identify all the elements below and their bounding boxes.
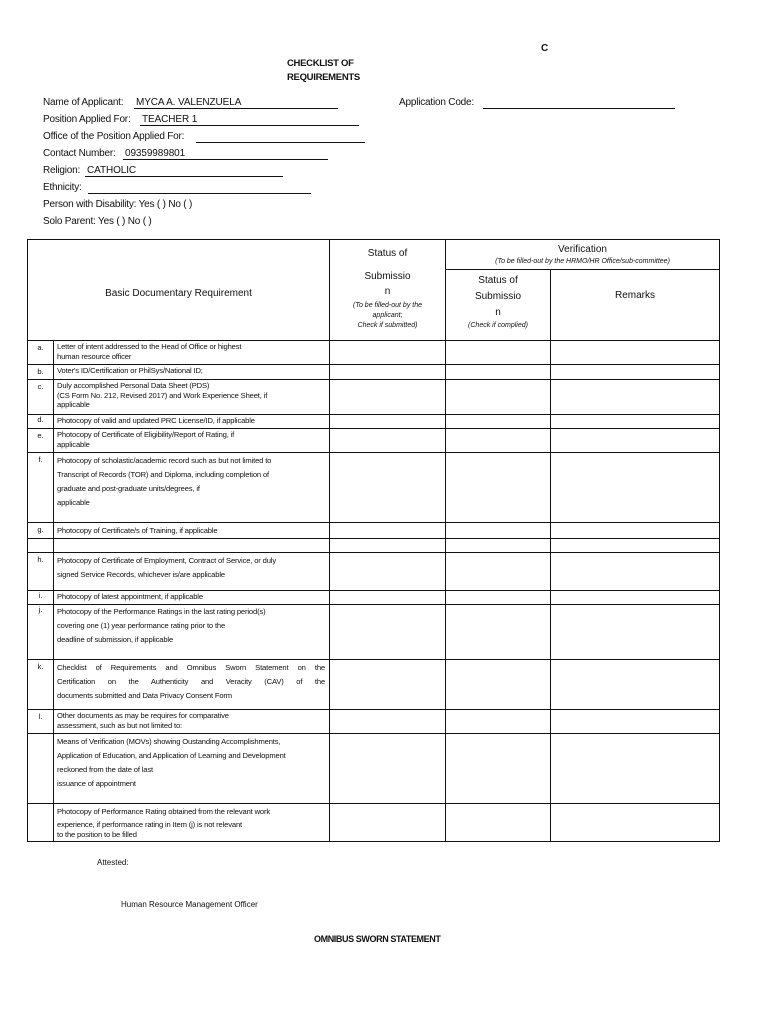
header-v-status-note: (Check if complied)	[468, 322, 528, 329]
row-line: assessment, such as but not limited to:	[57, 720, 182, 730]
document-title	[287, 57, 360, 85]
row-letter	[28, 539, 54, 553]
header-basic-requirement	[28, 240, 330, 341]
row-line: signed Service Records, whichever is/are applicable	[57, 570, 225, 579]
row-description	[54, 734, 330, 804]
verify-status-cell[interactable]	[446, 710, 551, 734]
header-remarks-label: Remarks	[615, 290, 656, 301]
table-row	[28, 660, 720, 710]
table-row	[28, 553, 720, 591]
row-description	[54, 453, 330, 523]
status-cell[interactable]	[330, 660, 446, 710]
office-field[interactable]	[196, 131, 365, 143]
header-verification	[446, 240, 720, 270]
verify-status-cell[interactable]	[446, 605, 551, 660]
row-letter	[28, 734, 54, 804]
row-line: human resource officer	[57, 351, 132, 361]
status-cell[interactable]	[330, 591, 446, 605]
row-description	[54, 553, 330, 591]
table-row	[28, 734, 720, 804]
religion-label: Religion:	[43, 165, 81, 176]
table-row	[28, 453, 720, 523]
row-description	[54, 429, 330, 453]
remarks-cell[interactable]	[551, 710, 720, 734]
status-cell[interactable]	[330, 539, 446, 553]
verify-status-cell[interactable]	[446, 415, 551, 429]
table-row	[28, 523, 720, 539]
table-row	[28, 415, 720, 429]
row-line: Photocopy of valid and updated PRC License/ID, if applicable	[57, 416, 255, 425]
verify-status-cell[interactable]	[446, 429, 551, 453]
row-line: Checklist of Requirements and Omnibus Sworn Statement on the	[57, 663, 326, 672]
row-line: (CS Form No. 212, Revised 2017) and Work Experience Sheet, if	[57, 390, 268, 400]
status-cell[interactable]	[330, 415, 446, 429]
corner-mark: C	[541, 43, 549, 54]
table-header-row-1	[28, 240, 720, 270]
row-line: Duly accomplished Personal Data Sheet (PDS)	[57, 381, 210, 390]
row-letter: f.	[28, 453, 54, 523]
status-cell[interactable]	[330, 734, 446, 804]
verify-status-cell[interactable]	[446, 341, 551, 365]
hrmo-signatory: Human Resource Management Officer	[121, 900, 258, 909]
remarks-cell[interactable]	[551, 523, 720, 539]
remarks-cell[interactable]	[551, 804, 720, 842]
title-line-1: CHECKLIST OF	[287, 58, 354, 69]
remarks-cell[interactable]	[551, 591, 720, 605]
row-line: Photocopy of Performance Rating obtained from the relevant work	[57, 807, 270, 816]
position-label: Position Applied For:	[43, 114, 131, 125]
table-row	[28, 591, 720, 605]
row-description	[54, 539, 330, 553]
row-line: graduate and post-graduate units/degrees, if	[57, 484, 200, 493]
row-description	[54, 804, 330, 842]
header-verification-note: (To be filled-out by the HRMO/HR Office/sub-committee)	[495, 257, 670, 265]
status-cell[interactable]	[330, 553, 446, 591]
status-cell[interactable]	[330, 380, 446, 415]
row-line: Application of Education, and Application of Learning and Development	[57, 751, 286, 760]
contact-field[interactable]: 09359989801	[123, 148, 328, 160]
header-remarks	[551, 270, 720, 341]
row-letter: k.	[28, 660, 54, 710]
row-line: Letter of intent addressed to the Head of Office or highest	[57, 342, 242, 351]
row-letter: h.	[28, 553, 54, 591]
row-letter: a.	[28, 341, 54, 365]
name-field[interactable]: MYCA A. VALENZUELA	[134, 97, 338, 109]
ethnicity-label: Ethnicity:	[43, 182, 82, 193]
row-description	[54, 523, 330, 539]
row-description	[54, 415, 330, 429]
remarks-cell[interactable]	[551, 453, 720, 523]
header-basic-label: Basic Documentary Requirement	[105, 287, 252, 299]
header-status-note-1: (To be filled-out by the	[353, 302, 423, 309]
row-line: Certification on the Authenticity and Veracity (CAV) of the	[57, 677, 326, 686]
row-line: Photocopy of Certificate/s of Training, if applicable	[57, 526, 218, 535]
row-description	[54, 605, 330, 660]
requirements-table	[27, 239, 720, 842]
row-line: applicable	[57, 400, 90, 409]
ethnicity-field[interactable]	[88, 182, 311, 194]
verify-status-cell[interactable]	[446, 553, 551, 591]
row-line: reckoned from the date of last	[57, 765, 153, 774]
table-row	[28, 429, 720, 453]
row-letter: d.	[28, 415, 54, 429]
row-letter: e.	[28, 429, 54, 453]
remarks-cell[interactable]	[551, 365, 720, 380]
title-line-2: REQUIREMENTS	[287, 72, 360, 83]
status-cell[interactable]	[330, 453, 446, 523]
row-line: experience, if performance rating in Item (j) is not relevant	[57, 820, 242, 829]
status-cell[interactable]	[330, 429, 446, 453]
status-cell[interactable]	[330, 605, 446, 660]
row-line: applicable	[57, 498, 90, 507]
row-letter: g.	[28, 523, 54, 539]
verify-status-cell[interactable]	[446, 804, 551, 842]
row-line: Photocopy of scholastic/academic record such as but not limited to	[57, 456, 272, 465]
row-line: applicable	[57, 439, 90, 449]
row-letter: c.	[28, 380, 54, 415]
table-row	[28, 380, 720, 415]
row-line: Photocopy of latest appointment, if applicable	[57, 592, 203, 601]
row-line: Transcript of Records (TOR) and Diploma, including completion of	[57, 470, 269, 479]
row-line: Photocopy of Certificate of Eligibility/Report of Rating, if	[57, 430, 235, 439]
row-description	[54, 660, 330, 710]
row-line: Photocopy of Certificate of Employment, Contract of Service, or duly	[57, 556, 276, 565]
row-letter: b.	[28, 365, 54, 380]
verify-status-cell[interactable]	[446, 523, 551, 539]
religion-field[interactable]: CATHOLIC	[85, 165, 283, 177]
row-line: deadline of submission, if applicable	[57, 635, 174, 644]
table-row	[28, 365, 720, 380]
header-verification-status	[446, 270, 551, 341]
status-cell[interactable]	[330, 804, 446, 842]
attested-label: Attested:	[97, 858, 129, 867]
remarks-cell[interactable]	[551, 553, 720, 591]
row-line: Other documents as may be requires for comparative	[57, 711, 229, 720]
table-row	[28, 341, 720, 365]
solo-parent-question: Solo Parent: Yes ( ) No ( )	[43, 216, 152, 227]
status-cell[interactable]	[330, 710, 446, 734]
application-code-label: Application Code:	[399, 97, 474, 108]
status-cell[interactable]	[330, 341, 446, 365]
header-status-line-1: Status of	[367, 248, 408, 259]
omnibus-title: OMNIBUS SWORN STATEMENT	[314, 934, 441, 944]
row-description	[54, 710, 330, 734]
verify-status-cell[interactable]	[446, 453, 551, 523]
table-row	[28, 710, 720, 734]
row-description	[54, 591, 330, 605]
header-status-line-2: Submissio	[364, 271, 411, 282]
verify-status-cell[interactable]	[446, 365, 551, 380]
table-row	[28, 605, 720, 660]
row-line: Means of Verification (MOVs) showing Oustanding Accomplishments,	[57, 737, 281, 746]
office-label: Office of the Position Applied For:	[43, 131, 185, 142]
remarks-cell[interactable]	[551, 415, 720, 429]
row-letter: i.	[28, 591, 54, 605]
header-verification-label: Verification	[558, 243, 607, 255]
table-row	[28, 539, 720, 553]
row-description	[54, 365, 330, 380]
remarks-cell[interactable]	[551, 539, 720, 553]
contact-label: Contact Number:	[43, 148, 116, 159]
row-line: documents submitted and Data Privacy Consent Form	[57, 691, 232, 700]
header-v-status-line-2: Submissio	[474, 291, 522, 302]
application-code-field[interactable]	[483, 97, 675, 109]
remarks-cell[interactable]	[551, 380, 720, 415]
remarks-cell[interactable]	[551, 605, 720, 660]
row-line: issuance of appointment	[57, 779, 136, 788]
row-line: Voter's ID/Certification or PhilSys/National ID;	[57, 366, 203, 375]
row-line: covering one (1) year performance rating prior to the	[57, 621, 226, 630]
row-line: Photocopy of the Performance Ratings in the last rating period(s)	[57, 607, 266, 616]
position-field[interactable]: TEACHER 1	[140, 114, 359, 126]
verify-status-cell[interactable]	[446, 591, 551, 605]
row-letter	[28, 804, 54, 842]
header-v-status-line-3: n	[495, 307, 501, 318]
row-line: to the position to be filled	[57, 830, 137, 839]
verify-status-cell[interactable]	[446, 660, 551, 710]
row-description	[54, 380, 330, 415]
remarks-cell[interactable]	[551, 429, 720, 453]
name-label: Name of Applicant:	[43, 97, 124, 108]
header-v-status-line-1: Status of	[478, 275, 518, 286]
header-status-submission	[330, 240, 446, 341]
status-cell[interactable]	[330, 365, 446, 380]
row-letter: l.	[28, 710, 54, 734]
remarks-cell[interactable]	[551, 341, 720, 365]
header-status-line-3: n	[384, 286, 391, 297]
pwd-question: Person with Disability: Yes ( ) No ( )	[43, 199, 193, 210]
header-status-note-3: Check if submitted)	[357, 322, 418, 329]
header-status-note-2: applicant;	[372, 312, 403, 319]
row-description	[54, 341, 330, 365]
verify-status-cell[interactable]	[446, 380, 551, 415]
status-cell[interactable]	[330, 523, 446, 539]
table-row	[28, 804, 720, 842]
row-letter: j.	[28, 605, 54, 660]
remarks-cell[interactable]	[551, 660, 720, 710]
verify-status-cell[interactable]	[446, 539, 551, 553]
remarks-cell[interactable]	[551, 734, 720, 804]
verify-status-cell[interactable]	[446, 734, 551, 804]
